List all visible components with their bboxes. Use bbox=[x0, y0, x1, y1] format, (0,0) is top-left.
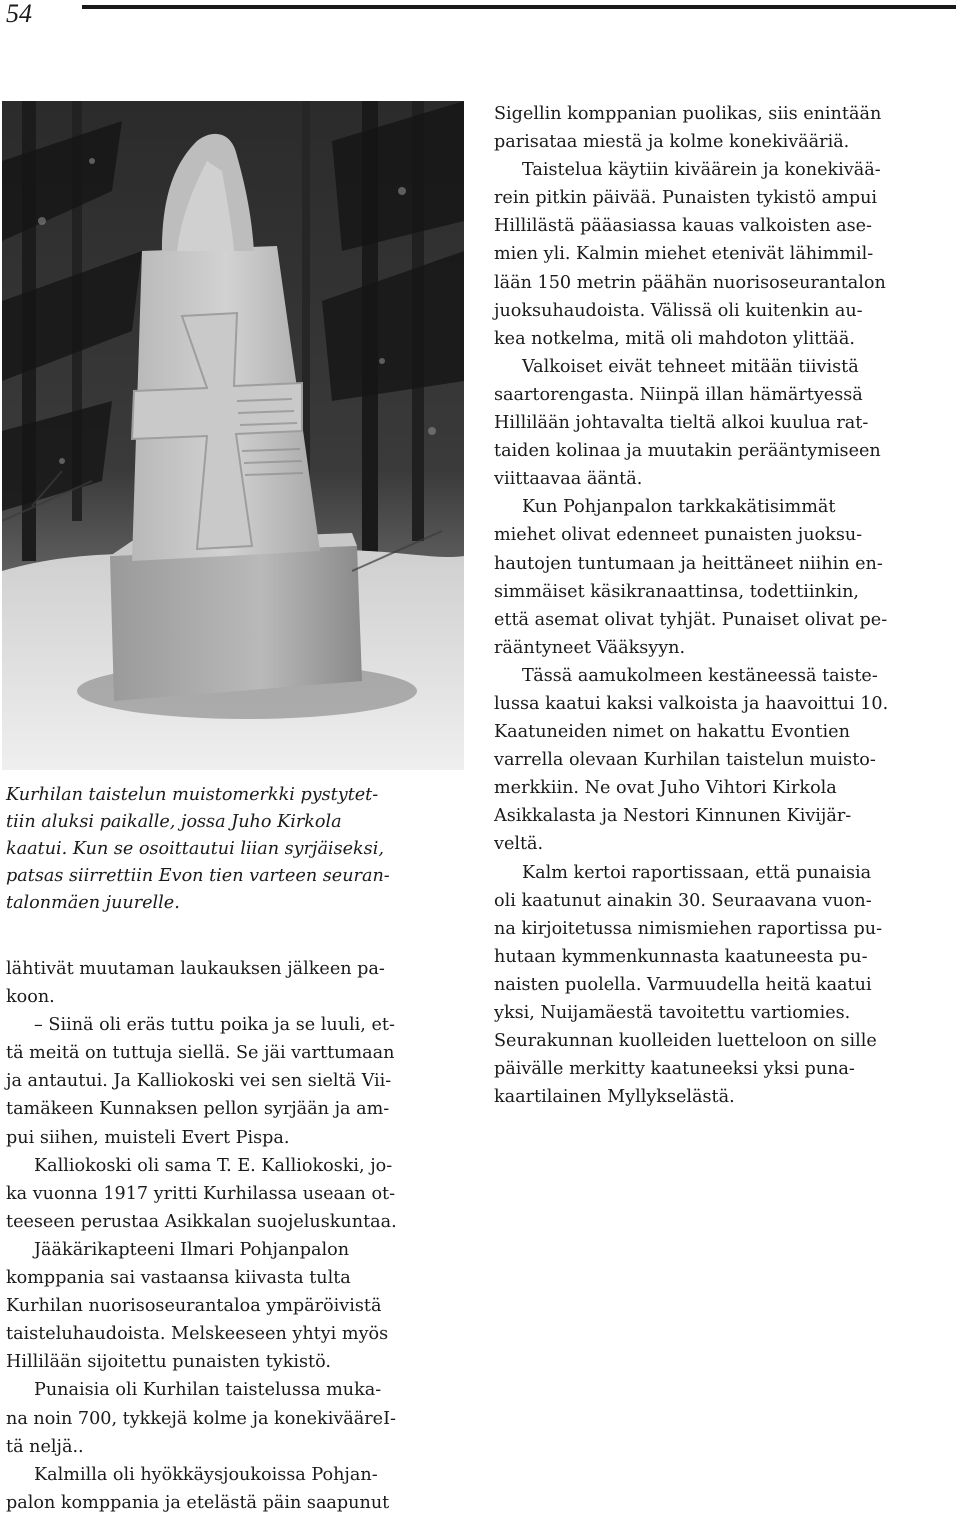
right-paragraph-1: Sigellin komppanian puolikas, siis enintään parisataa miestä ja kolme konekivääriä. bbox=[494, 104, 882, 153]
left-paragraph-6: Kalmilla oli hyökkäysjoukoissa Pohjan- palon komppania ja etelästä päin saapunut bbox=[6, 1464, 390, 1513]
right-paragraph-2: Taistelua käytiin kiväärein ja konekivää- rein pitkin päivää. Punaisten tykistö ampui Hillilästä pääasiassa kauas valkoisten ase- mien yli. Kalmin miehet etenivät lähimmil- lään 150 metrin päähän nuorisoseurantalon juoksuhaudoista. Välissä oli kuitenkin au- kea notkelma, mitä oli mahdoton ylittää. bbox=[494, 160, 886, 349]
left-paragraph-1: lähtivät muutaman laukauksen jälkeen pa- koon. bbox=[6, 959, 385, 1008]
page-number: 54 bbox=[6, 0, 32, 28]
left-paragraph-5: Punaisia oli Kurhilan taistelussa muka- na noin 700, tykkejä kolme ja konekivääreI- tä neljä.. bbox=[6, 1380, 396, 1457]
right-paragraph-3: Valkoiset eivät tehneet mitään tiivistä saartorengasta. Niinpä illan hämärtyessä Hillilään johtavalta tieltä alkoi kuulua rat- taiden kolinaa ja muutakin perääntymiseen viittaavaa ääntä. bbox=[494, 356, 881, 490]
photo-caption: Kurhilan taistelun muistomerkki pystytet- tiin aluksi paikalle, jossa Juho Kirkola kaatui. Kun se osoittautui liian syrjäiseksi, patsas siirrettiin Evon tien varteen seuran- talonmäen juurelle. bbox=[6, 785, 390, 913]
left-text-column bbox=[6, 955, 469, 1517]
right-paragraph-5: Tässä aamukolmeen kestäneessä taiste- lussa kaatui kaksi valkoista ja haavoittui 10. Kaatuneiden nimet on hakattu Evontien varrella olevaan Kurhilan taistelun muisto- merkkiin. Ne ovat Juho Vihtori Kirkola Asikkalasta ja Nestori Kinnunen Kivijär- veltä. bbox=[494, 665, 889, 855]
right-paragraph-6: Kalm kertoi raportissaan, että punaisia oli kaatunut ainakin 30. Seuraavana vuon- na kirjoitetussa nimismiehen raportissa pu- hutaan kymmenkunnasta kaatuneesta pu- naisten puolella. Varmuudella heitä kaatui yksi, Nuijamäestä tavoitettu vartiomies. Seurakunnan kuolleiden luetteloon on sille päivälle merkitty kaatuneeksi yksi puna- kaartilainen Myllykselästä. bbox=[494, 862, 883, 1108]
left-paragraph-3: Kalliokoski oli sama T. E. Kalliokoski, jo- ka vuonna 1917 yritti Kurhilassa useaan ot- teeseen perustaa Asikkalan suojeluskuntaa. bbox=[6, 1155, 397, 1232]
right-paragraph-4: Kun Pohjanpalon tarkkakätisimmät miehet olivat edenneet punaisten juoksu- hautojen tuntumaan ja heittäneet niihin en- simmäiset käsikranaattinsa, todettiinkin, että asemat olivat tyhjät. Punaiset olivat pe- rääntyneet Vääksyyn. bbox=[494, 497, 888, 658]
left-paragraph-2: – Siinä oli eräs tuttu poika ja se luuli, et- tä meitä on tuttuja siellä. Se jäi varttumaan ja antautui. Ja Kalliokoski vei sen sieltä Vii- tamäkeen Kunnaksen pellon syrjään ja am- pui siihen, muisteli Evert Pispa. bbox=[6, 1015, 395, 1148]
header-rule bbox=[82, 5, 956, 9]
right-text-column bbox=[494, 100, 956, 1111]
memorial-photo bbox=[2, 101, 464, 770]
left-paragraph-4: Jääkärikapteeni Ilmari Pohjanpalon komppania sai vastaansa kiivasta tulta Kurhilan nuorisoseurantaloa ympäröivistä taisteluhaudoista. Melskeeseen yhtyi myös Hillilään sijoitettu punaisten tykistö. bbox=[6, 1239, 389, 1373]
memorial-photo-image bbox=[2, 101, 464, 770]
